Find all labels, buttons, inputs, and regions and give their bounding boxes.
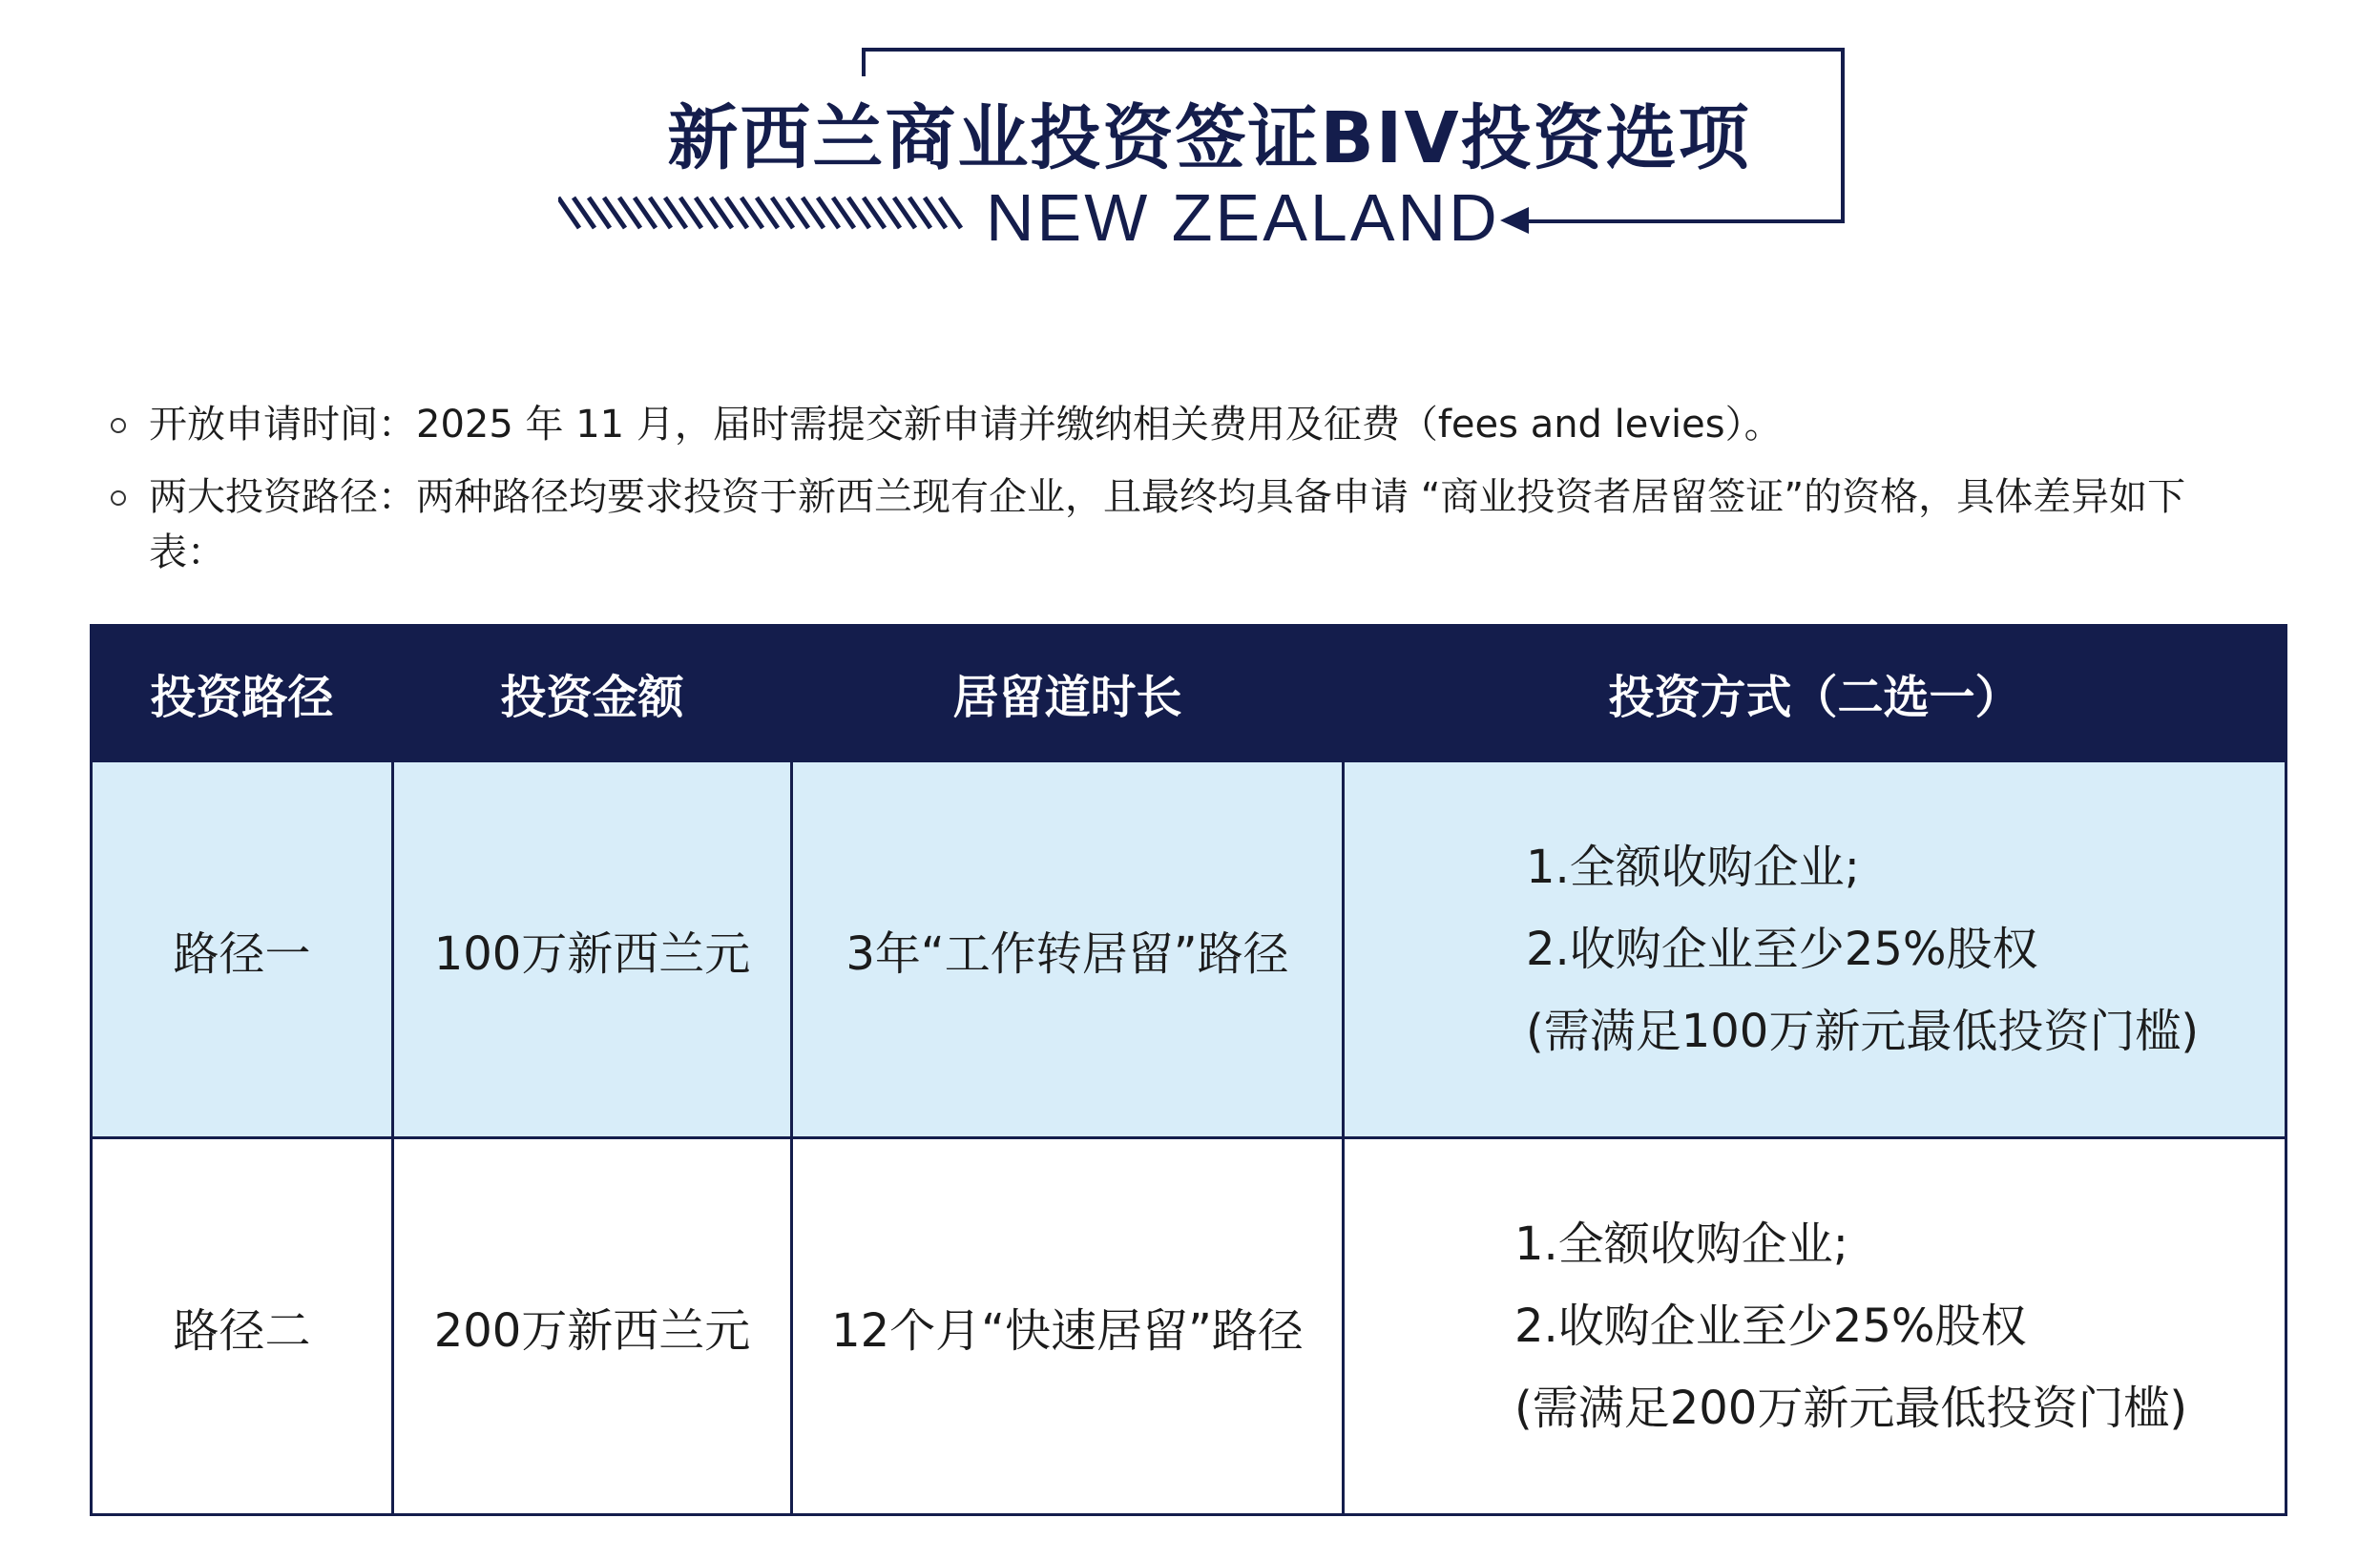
hatch-decoration (558, 196, 969, 230)
method-line: 1.全额收购企业; (1526, 841, 1860, 894)
header-amount: 投资金额 (393, 626, 792, 761)
cell-amount: 100万新西兰元 (393, 761, 792, 1138)
frame-bottom-line (1517, 219, 1845, 223)
method-line: 2.收购企业至少25%股权 (1514, 1300, 2027, 1353)
cell-methods (1344, 1138, 2286, 1515)
frame-left-tick (862, 48, 866, 76)
cell-duration: 12个月“快速居留”路径 (792, 1138, 1344, 1515)
cell-duration: 3年“工作转居留”路径 (792, 761, 1344, 1138)
frame-top-line (862, 48, 1845, 52)
method-line: 1.全额收购企业; (1514, 1217, 1848, 1271)
investment-options-table (90, 624, 2287, 1516)
cell-amount: 200万新西兰元 (393, 1138, 792, 1515)
method-line: 2.收购企业至少25%股权 (1526, 923, 2038, 976)
header-duration: 居留道时长 (792, 626, 1344, 761)
arrow-left-icon (1500, 203, 1529, 238)
page-title: 新西兰商业投资签证BIV投资选项 (667, 97, 1751, 179)
bullet-text: 开放申请时间：2025 年 11 月，届时需提交新申请并缴纳相关费用及征费（fees and levies）。 (149, 403, 1783, 447)
bullet-text: 两大投资路径：两种路径均要求投资于新西兰现有企业，且最终均具备申请 “商业投资者居留签证”的资格，具体差异如下表： (149, 475, 2186, 574)
method-line: (需满足200万新元最低投资门槛) (1514, 1382, 2188, 1435)
cell-path: 路径二 (92, 1138, 393, 1515)
bullet-circle-icon (111, 490, 126, 506)
bullet-item (111, 469, 2229, 580)
table-header-row (92, 626, 2286, 761)
header-method: 投资方式（二选一） (1344, 626, 2286, 761)
bullet-item (111, 397, 1783, 452)
header-path: 投资路径 (92, 626, 393, 761)
page-subtitle: NEW ZEALAND (986, 180, 1500, 255)
cell-path: 路径一 (92, 761, 393, 1138)
table-row (92, 1138, 2286, 1515)
cell-methods (1344, 761, 2286, 1138)
bullet-circle-icon (111, 418, 126, 433)
method-line: (需满足100万新元最低投资门槛) (1526, 1005, 2200, 1058)
table-row (92, 761, 2286, 1138)
